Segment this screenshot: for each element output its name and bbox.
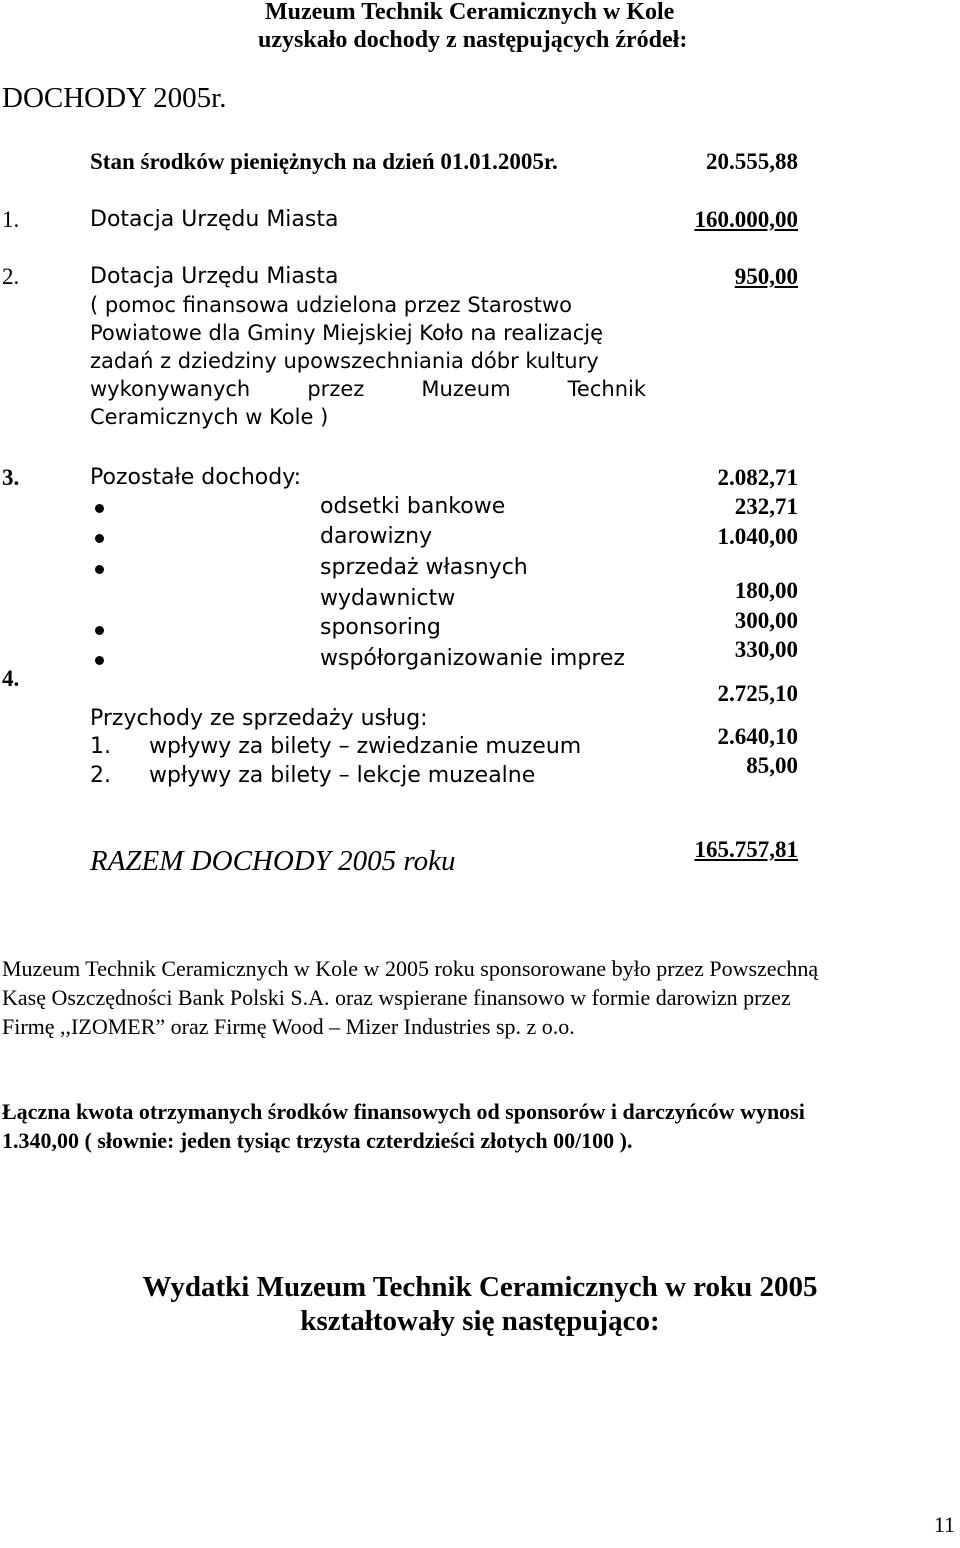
sponsors-line-1: Muzeum Technik Ceramicznych w Kole w 2005 roku sponsorowane było przez Powszechną	[2, 956, 819, 981]
item-2-desc-line-5: Ceramicznych w Kole )	[90, 405, 329, 429]
expenses-heading-line-1: Wydatki Muzeum Technik Ceramicznych w roku 2005	[142, 1271, 818, 1303]
item-1-number: 1.	[2, 207, 20, 232]
item-2-desc-line-3: zadań z dziedziny upowszechniania dóbr kultury	[90, 349, 599, 373]
item-3-sub-5-amount: 330,00	[734, 637, 798, 662]
header-line-1: Muzeum Technik Ceramicznych w Kole	[265, 0, 675, 25]
sponsors-line-2: Kasę Oszczędności Bank Polski S.A. oraz wspierane finansowo w formie darowizn przez	[2, 985, 791, 1010]
page-title: DOCHODY 2005r.	[2, 82, 227, 114]
summary-line-1: Łączna kwota otrzymanych środków finansowych od sponsorów i darczyńców wynosi	[2, 1099, 805, 1124]
total-amount: 165.757,81	[694, 837, 798, 862]
item-4-sub-2-number: 2.	[90, 763, 111, 788]
item-3-sub-2-label: darowizny	[320, 524, 433, 549]
item-3-amount: 2.082,71	[717, 465, 798, 490]
item-3-sub-4-label: sponsoring	[320, 615, 441, 640]
item-3-sub-1-label: odsetki bankowe	[320, 494, 506, 519]
item-3-sub-1-amount: 232,71	[734, 494, 798, 519]
header-line-2: uzyskało dochody z następujących źródeł:	[258, 27, 688, 53]
item-3-sub-3-amount: 180,00	[734, 578, 798, 603]
item-4-amount: 2.725,10	[717, 681, 798, 706]
item-3-sub-3-label: sprzedaż własnych	[320, 555, 528, 580]
item-4-sub-2-label: wpływy za bilety – lekcje muzealne	[149, 763, 536, 788]
item-3-number: 3.	[2, 465, 20, 490]
item-2-number: 2.	[2, 264, 20, 289]
bullet-icon	[95, 504, 104, 513]
item-4-sub-1-label: wpływy za bilety – zwiedzanie muzeum	[149, 734, 582, 759]
item-3-sub-5-label: współorganizowanie imprez	[320, 646, 625, 671]
item-4-label: Przychody ze sprzedaży usług:	[90, 706, 428, 731]
bullet-icon	[95, 565, 104, 574]
item-3-sub-4-amount: 300,00	[734, 608, 798, 633]
item-4-sub-1-number: 1.	[90, 734, 111, 759]
item-3-sub-3-label-cont: wydawnictw	[320, 586, 456, 611]
item-2-desc-line-1: ( pomoc finansowa udzielona przez Starostwo	[90, 293, 573, 317]
bullet-icon	[95, 656, 104, 665]
expenses-heading-line-2: kształtowały się następująco:	[300, 1305, 660, 1337]
total-label: RAZEM DOCHODY 2005 roku	[90, 845, 456, 877]
item-2-desc-line-2: Powiatowe dla Gminy Miejskiej Koło na realizację	[90, 321, 603, 345]
item-1-label: Dotacja Urzędu Miasta	[90, 207, 339, 232]
item-4-sub-2-amount: 85,00	[746, 753, 798, 778]
item-1-amount: 160.000,00	[694, 207, 798, 232]
sponsors-line-3: Firmę ,,IZOMER” oraz Firmę Wood – Mizer Industries sp. z o.o.	[2, 1014, 575, 1039]
item-4-sub-1-amount: 2.640,10	[717, 724, 798, 749]
item-2-amount: 950,00	[734, 264, 798, 289]
summary-line-2: 1.340,00 ( słownie: jeden tysiąc trzysta czterdzieści złotych 00/100 ).	[2, 1128, 633, 1153]
bullet-icon	[95, 534, 104, 543]
item-2-label: Dotacja Urzędu Miasta	[90, 264, 339, 289]
bullet-icon	[95, 626, 104, 635]
item-3-label: Pozostałe dochody:	[90, 465, 302, 490]
item-4-number: 4.	[2, 666, 20, 691]
opening-balance-amount: 20.555,88	[706, 149, 798, 174]
opening-balance-label: Stan środków pieniężnych na dzień 01.01.2005r.	[90, 149, 558, 174]
item-3-sub-2-amount: 1.040,00	[717, 524, 798, 549]
item-2-desc-line-4: wykonywanych przez Muzeum Technik	[90, 377, 646, 401]
page-number: 11	[933, 1512, 955, 1537]
